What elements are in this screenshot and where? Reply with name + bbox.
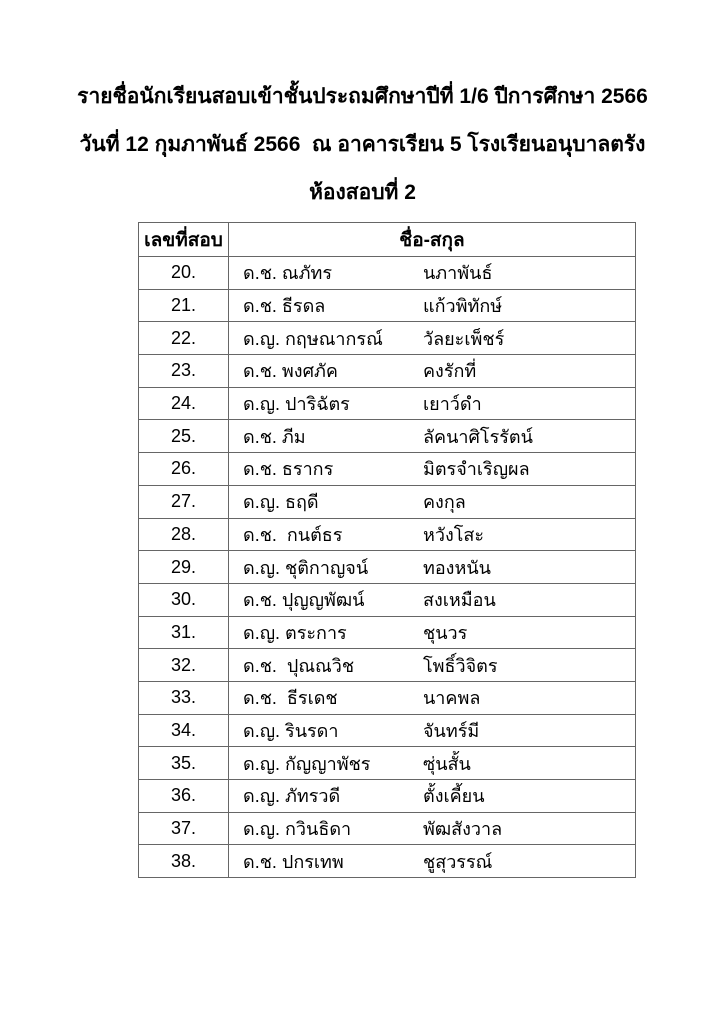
- exam-number-cell: 33.: [139, 681, 229, 714]
- student-name-cell: [229, 714, 636, 747]
- student-last-name: นาคพล: [423, 688, 481, 709]
- exam-number-cell: 35.: [139, 747, 229, 780]
- document-header: [0, 0, 725, 206]
- student-first-name: ด.ช. ธรากร: [243, 459, 334, 480]
- exam-number-cell: 28.: [139, 518, 229, 551]
- table-row: [139, 518, 636, 551]
- table-row: [139, 681, 636, 714]
- column-header-exam-number: เลขที่สอบ: [139, 223, 229, 257]
- student-name-cell: [229, 747, 636, 780]
- student-first-name: ด.ญ. กวินธิดา: [243, 819, 352, 840]
- exam-number-cell: 24.: [139, 387, 229, 420]
- exam-room-label: ห้องสอบที่ 2: [309, 181, 416, 204]
- student-name-cell: [229, 257, 636, 290]
- student-name-cell: [229, 780, 636, 813]
- table-row: [139, 649, 636, 682]
- student-first-name: ด.ช. ธีรดล: [243, 296, 326, 317]
- student-first-name: ด.ช. ปุญญพัฒน์: [243, 590, 365, 611]
- student-name-cell: [229, 355, 636, 388]
- student-table-body: [139, 257, 636, 878]
- student-last-name: ทองหนัน: [423, 557, 491, 578]
- student-name-cell: [229, 387, 636, 420]
- exam-number-cell: 21.: [139, 289, 229, 322]
- student-name-cell: [229, 453, 636, 486]
- student-last-name: สงเหมือน: [423, 590, 496, 611]
- student-last-name: นภาพันธ์: [423, 263, 493, 284]
- table-row: [139, 453, 636, 486]
- student-last-name: ตั้งเคี้ยน: [423, 786, 485, 807]
- student-last-name: มิตรจำเริญผล: [423, 459, 530, 480]
- exam-number-cell: 37.: [139, 812, 229, 845]
- student-first-name: ด.ญ. ชุติกาญจน์: [243, 557, 369, 578]
- exam-number-cell: 20.: [139, 257, 229, 290]
- student-first-name: ด.ญ. กัญญาพัชร: [243, 753, 371, 774]
- exam-number-cell: 29.: [139, 551, 229, 584]
- student-name-cell: [229, 322, 636, 355]
- table-header-row: [139, 223, 636, 257]
- student-first-name: ด.ช. ณภัทร: [243, 263, 333, 284]
- student-last-name: ซุ่นสั้น: [423, 753, 471, 774]
- student-first-name: ด.ญ. ธฤดี: [243, 492, 319, 513]
- student-last-name: หวังโสะ: [423, 524, 485, 545]
- column-header-name-surname: ชื่อ-สกุล: [229, 223, 636, 257]
- student-first-name: ด.ญ. รินรดา: [243, 720, 339, 741]
- student-last-name: แก้วพิทักษ์: [423, 296, 503, 317]
- table-row: [139, 485, 636, 518]
- exam-number-cell: 27.: [139, 485, 229, 518]
- student-name-cell: [229, 616, 636, 649]
- table-row: [139, 257, 636, 290]
- student-first-name: ด.ญ. ภัทรวดี: [243, 786, 341, 807]
- table-row: [139, 780, 636, 813]
- student-first-name: ด.ช. กนต์ธร: [243, 524, 343, 545]
- student-first-name: ด.ช. ปกรเทพ: [243, 851, 344, 872]
- table-row: [139, 420, 636, 453]
- exam-number-cell: 30.: [139, 583, 229, 616]
- student-name-cell: [229, 812, 636, 845]
- table-row: [139, 714, 636, 747]
- table-row: [139, 812, 636, 845]
- student-last-name: พัฒสังวาล: [423, 819, 503, 840]
- table-row: [139, 551, 636, 584]
- table-row: [139, 616, 636, 649]
- student-table-header: [139, 223, 636, 257]
- table-row: [139, 747, 636, 780]
- table-row: [139, 845, 636, 878]
- student-first-name: ด.ญ. กฤษณากรณ์: [243, 328, 383, 349]
- table-row: [139, 289, 636, 322]
- student-name-cell: [229, 649, 636, 682]
- student-first-name: ด.ช. พงศภัค: [243, 361, 338, 382]
- student-last-name: ชุนวร: [423, 622, 468, 643]
- exam-number-cell: 22.: [139, 322, 229, 355]
- student-last-name: ชูสุวรรณ์: [423, 851, 493, 872]
- student-last-name: โพธิ์วิจิตร: [423, 655, 498, 676]
- student-name-cell: [229, 551, 636, 584]
- exam-number-cell: 26.: [139, 453, 229, 486]
- exam-number-cell: 32.: [139, 649, 229, 682]
- student-last-name: เยาว์ดำ: [423, 394, 482, 415]
- table-row: [139, 583, 636, 616]
- student-name-cell: [229, 289, 636, 322]
- exam-number-cell: 25.: [139, 420, 229, 453]
- exam-number-cell: 38.: [139, 845, 229, 878]
- student-first-name: ด.ช. ธีรเดช: [243, 688, 338, 709]
- exam-number-cell: 34.: [139, 714, 229, 747]
- exam-number-cell: 36.: [139, 780, 229, 813]
- student-first-name: ด.ช. ปุณณวิช: [243, 655, 355, 676]
- student-last-name: วัลยะเพ็ชร์: [423, 328, 505, 349]
- student-name-cell: [229, 420, 636, 453]
- student-first-name: ด.ญ. ปาริฉัตร: [243, 394, 350, 415]
- student-name-cell: [229, 845, 636, 878]
- student-name-cell: [229, 518, 636, 551]
- table-row: [139, 355, 636, 388]
- student-last-name: จันทร์มี: [423, 720, 480, 741]
- student-first-name: ด.ญ. ตระการ: [243, 622, 347, 643]
- student-last-name: คงกุล: [423, 492, 466, 513]
- table-row: [139, 322, 636, 355]
- student-name-cell: [229, 485, 636, 518]
- exam-number-cell: 31.: [139, 616, 229, 649]
- table-row: [139, 387, 636, 420]
- student-name-cell: [229, 583, 636, 616]
- exam-number-cell: 23.: [139, 355, 229, 388]
- student-first-name: ด.ช. ภีม: [243, 426, 306, 447]
- student-name-cell: [229, 681, 636, 714]
- student-last-name: ลัคนาศิโรรัตน์: [423, 426, 533, 447]
- student-last-name: คงรักที่: [423, 361, 477, 382]
- document-subtitle-date-location: วันที่ 12 กุมภาพันธ์ 2566 ณ อาคารเรียน 5 โรงเรียนอนุบาลตรัง: [79, 133, 646, 156]
- document-title: รายชื่อนักเรียนสอบเข้าชั้นประถมศึกษาปีที่ 1/6 ปีการศึกษา 2566: [77, 85, 648, 108]
- student-table: [138, 222, 636, 878]
